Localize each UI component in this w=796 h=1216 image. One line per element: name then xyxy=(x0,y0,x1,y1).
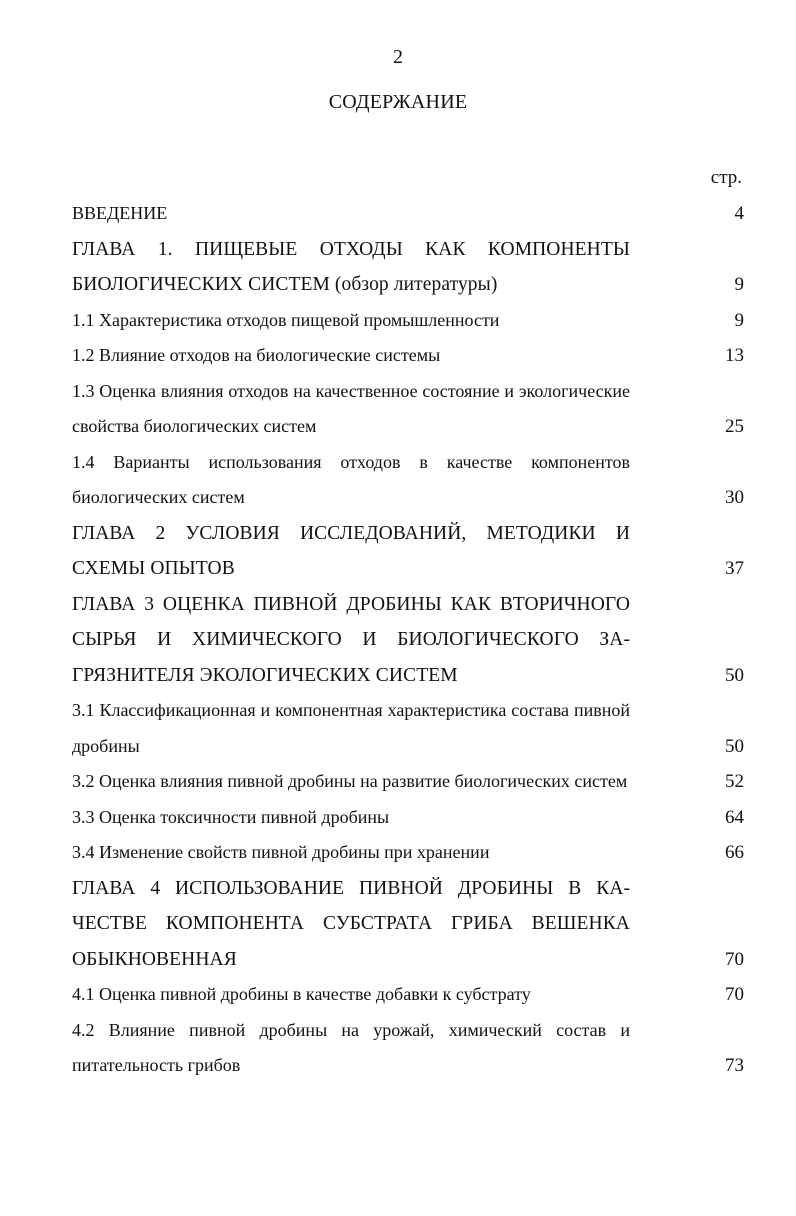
toc-entry-text: ГЛАВА 3 ОЦЕНКА ПИВНОЙ ДРОБИНЫ КАК ВТОРИЧНОГО СЫРЬЯ И ХИМИЧЕСКОГО И БИОЛОГИЧЕСКОГО ЗАГРЯЗНИТЕЛЯ ЭКОЛОГИЧЕСКИХ СИСТЕМ xyxy=(72,593,630,686)
table-of-contents xyxy=(72,196,744,1084)
toc-entry-3-3 xyxy=(72,800,744,836)
toc-entry-text: ГЛАВА 4 ИСПОЛЬЗОВАНИЕ ПИВНОЙ ДРОБИНЫ В КАЧЕСТВЕ КОМПОНЕНТА СУБСТРАТА ГРИБА ВЕШЕНКА ОБЫКНОВЕННАЯ xyxy=(72,877,630,970)
toc-entry-1-3 xyxy=(72,374,744,445)
toc-entry-1-1 xyxy=(72,303,744,339)
page-title: СОДЕРЖАНИЕ xyxy=(328,91,468,113)
toc-entry-chapter-4 xyxy=(72,871,744,978)
toc-entry-text: 4.1 Оценка пивной дробины в качестве добавки к субстрату xyxy=(72,984,531,1004)
toc-entry-text: ГЛАВА 2 УСЛОВИЯ ИССЛЕДОВАНИЙ, МЕТОДИКИ И СХЕМЫ ОПЫТОВ xyxy=(72,522,630,579)
toc-entry-text: 1.3 Оценка влияния отходов на качественное состояние и экологические свойства биологических систем xyxy=(72,380,630,436)
toc-entry-text: 3.1 Классификационная и компонентная характеристика состава пивной дробины xyxy=(72,700,630,756)
page-column-label: стр. xyxy=(710,167,742,188)
toc-entry-page: 37 xyxy=(725,558,744,579)
toc-entry-page: 50 xyxy=(725,735,744,757)
toc-entry-chapter-3 xyxy=(72,587,744,694)
toc-entry-text: 4.2 Влияние пивной дробины на урожай, химический состав и питательность грибов xyxy=(72,1019,630,1075)
toc-entry-page: 9 xyxy=(734,309,744,331)
toc-entry-chapter-2 xyxy=(72,516,744,587)
toc-entry-3-2 xyxy=(72,764,744,800)
toc-entry-text: ГЛАВА 1. ПИЩЕВЫЕ ОТХОДЫ КАК КОМПОНЕНТЫ БИОЛОГИЧЕСКИХ СИСТЕМ (обзор литературы) xyxy=(72,238,630,295)
toc-entry-1-4 xyxy=(72,445,744,516)
toc-entry-introduction xyxy=(72,196,744,232)
toc-entry-page: 25 xyxy=(725,416,744,437)
toc-entry-3-1 xyxy=(72,693,744,764)
toc-entry-text: 1.4 Варианты использования отходов в качестве компонентов биологических систем xyxy=(72,451,630,507)
toc-entry-page: 66 xyxy=(725,842,744,863)
toc-entry-4-2 xyxy=(72,1013,744,1084)
toc-entry-text: 1.2 Влияние отходов на биологические системы xyxy=(72,345,441,365)
toc-entry-page: 52 xyxy=(725,771,744,792)
toc-entry-text: 1.1 Характеристика отходов пищевой промышленности xyxy=(72,309,500,330)
toc-entry-4-1 xyxy=(72,977,744,1013)
toc-entry-text: ВВЕДЕНИЕ xyxy=(72,203,168,223)
toc-entry-text: 3.2 Оценка влияния пивной дробины на развитие биологических систем xyxy=(72,771,628,791)
toc-entry-3-4 xyxy=(72,835,744,871)
toc-entry-page: 64 xyxy=(725,806,744,828)
toc-entry-page: 70 xyxy=(725,948,744,970)
toc-entry-page: 70 xyxy=(725,984,744,1005)
toc-entry-1-2 xyxy=(72,338,744,374)
toc-entry-page: 4 xyxy=(734,203,744,224)
toc-entry-chapter-1 xyxy=(72,232,744,303)
toc-entry-page: 73 xyxy=(725,1055,744,1076)
toc-entry-text: 3.3 Оценка токсичности пивной дробины xyxy=(72,806,390,827)
toc-entry-page: 13 xyxy=(725,345,744,366)
toc-entry-text: 3.4 Изменение свойств пивной дробины при хранении xyxy=(72,842,490,862)
toc-entry-page: 30 xyxy=(725,487,744,508)
page-number: 2 xyxy=(393,46,403,68)
toc-entry-page: 50 xyxy=(725,664,744,686)
toc-entry-page: 9 xyxy=(734,274,744,295)
